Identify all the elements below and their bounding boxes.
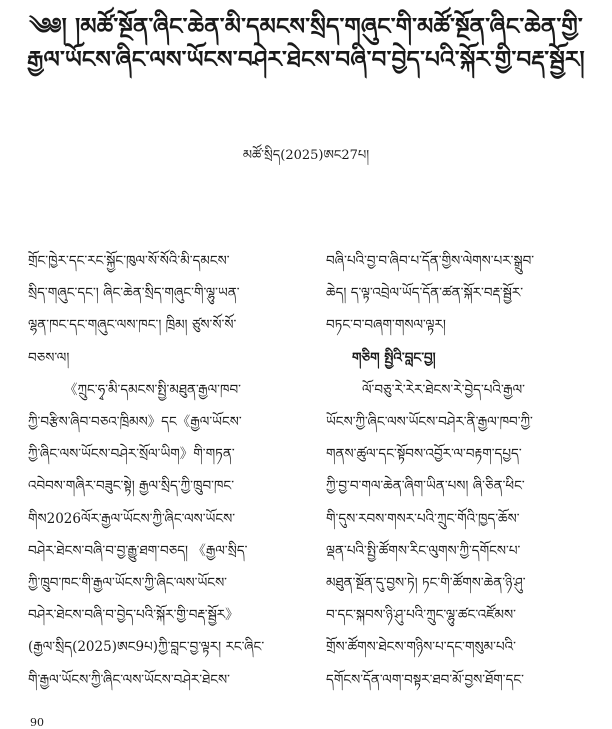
text-line: གནས་ཚུལ་དང་སྟོབས་འབྱོར་ལ་བརྟག་དཔྱད་ bbox=[326, 446, 522, 463]
section-heading: གཅིག སྤྱིའི་བླང་བྱ། bbox=[352, 349, 436, 366]
text-line: ཡོངས་ཀྱི་ཞིང་ལས་ཡོངས་བཤེར་ནི་རྒྱལ་ཁབ་ཀྱི་ bbox=[326, 414, 533, 431]
text-line: ལྷན་ཁང་དང་གཞུང་ལས་ཁང་། ཁྲིམ། ཙུས་སོ་སོ་ bbox=[28, 317, 237, 334]
text-line: ཀྱི་བྱ་བ་གལ་ཆེན་ཞིག་ཡིན་པས། ཞི་ཅིན་ཕིང་ bbox=[326, 478, 525, 495]
text-line: འབེབས་གཞིར་བཟུང་སྟེ། རྒྱལ་སྲིད་ཀྱི་ཁྲུབ་ཁང་ bbox=[28, 478, 235, 495]
text-line: བཤེར་ཐེངས་བཞི་བ་བྱ་རྒྱུ་ཐག་བཅད། 《རྒྱལ་སྲིད་ bbox=[28, 542, 248, 559]
document-title bbox=[0, 10, 612, 76]
text-line: མཐུན་སྔོན་དུ་བྱས་ཏེ། ཏང་གི་ཚོགས་ཆེན་ཉི་ཤུ་ bbox=[326, 575, 526, 592]
page-number: 90 bbox=[30, 716, 44, 729]
text-line: གིས2026ལོར་རྒྱལ་ཡོངས་ཀྱི་ཞིང་ལས་ཡོངས་ bbox=[28, 510, 236, 527]
text-line: ཀྱི་ཁྲུབ་ཁང་གི་རྒྱལ་ཡོངས་ཀྱི་ཞིང་ལས་ཡོངས་ bbox=[28, 575, 228, 592]
left-column bbox=[28, 245, 296, 696]
text-line: བ་དང་སྐབས་ཉི་ཤུ་པའི་ཀྲུང་ལྷུ་ཚང་འཛོམས་ bbox=[326, 607, 516, 624]
text-line: ཆེད། ད་ལྟ་འབྲེལ་ཡོད་དོན་ཚན་སྐོར་བརྡ་སྦྱོར་ bbox=[326, 285, 524, 302]
title-line-2: རྒྱལ་ཡོངས་ཞིང་ལས་ཡོངས་བཤེར་ཐེངས་བཞི་བ་བྱེད་པའི་སྐོར་གྱི་བརྡ་སྦྱོར། bbox=[27, 46, 585, 73]
right-column bbox=[326, 245, 596, 696]
text-line: བཤེར་ཐེངས་བཞི་བ་བྱེད་པའི་སྐོར་གྱི་བརྡ་སྦྱོར》 bbox=[28, 607, 239, 624]
text-line: དགོངས་དོན་ལག་བསྟར་ཐབ་མོ་བྱས་ཐོག་དང་ bbox=[326, 671, 525, 688]
text-line: ཀྱི་བརྩིས་ཞིབ་བཅའ་ཁྲིམས》དང《རྒྱལ་ཡོངས་ bbox=[28, 414, 242, 431]
paragraph-start-line: 《ཀྲུང་ཧྭ་མི་དམངས་སྤྱི་མཐུན་རྒྱལ་ཁབ་ bbox=[64, 381, 241, 398]
text-line: གི་རྒྱལ་ཡོངས་ཀྱི་ཞིང་ལས་ཡོངས་བཤེར་ཐེངས་ bbox=[28, 671, 230, 688]
text-line: སྲིད་གཞུང་དང་། ཞིང་ཆེན་སྲིད་གཞུང་གི་ལྷུ་ཡན་ bbox=[28, 285, 240, 302]
title-line-1: ༄༅། །མཚོ་སྔོན་ཞིང་ཆེན་མི་དམངས་སྲིད་གཞུང་གི་མཚོ་སྔོན་ཞིང་ཆེན་གྱི་ bbox=[29, 13, 583, 40]
paragraph-start-line: ལོ་བཅུ་རེ་རེར་ཐེངས་རེ་བྱེད་པའི་རྒྱལ་ bbox=[362, 381, 525, 398]
text-line: བཅས་ལ། bbox=[28, 349, 70, 366]
text-line: བཏང་བ་བཞག་གསལ་ལྟར། bbox=[326, 317, 446, 334]
text-line: ལྡན་པའི་སྤྱི་ཚོགས་རིང་ལུགས་ཀྱི་དགོངས་པ་ bbox=[326, 542, 521, 559]
document-number: མཚོ་སྲིད(2025)ཨང27པ། bbox=[242, 148, 370, 163]
text-line: བཞི་པའི་བྱ་བ་ཞིབ་པ་དོན་གྱིས་ལེགས་པར་སྒྲུབ་ bbox=[326, 253, 535, 269]
text-line: གི་དུས་རབས་གསར་པའི་ཀྲུང་གོའི་ཁྱད་ཆོས་ bbox=[326, 510, 520, 527]
text-line: ཀྱི་ཞིང་ལས་ཡོངས་བཤེར་སྲོལ་ཡིག》གི་གཏན་ bbox=[28, 446, 235, 463]
text-line: གྲོང་ཁྱེར་དང་རང་སྐྱོང་ཁུལ་སོ་སོའི་མི་དམངས་ bbox=[28, 253, 230, 269]
text-line: (རྒྱལ་སྲིད(2025)ཨང9པ)ཀྱི་བླང་བྱ་ལྟར། རང་ཞིང་ bbox=[28, 639, 265, 656]
text-line: གྲོས་ཚོགས་ཐེངས་གཉིས་པ་དང་གསུམ་པའི་ bbox=[326, 639, 516, 656]
